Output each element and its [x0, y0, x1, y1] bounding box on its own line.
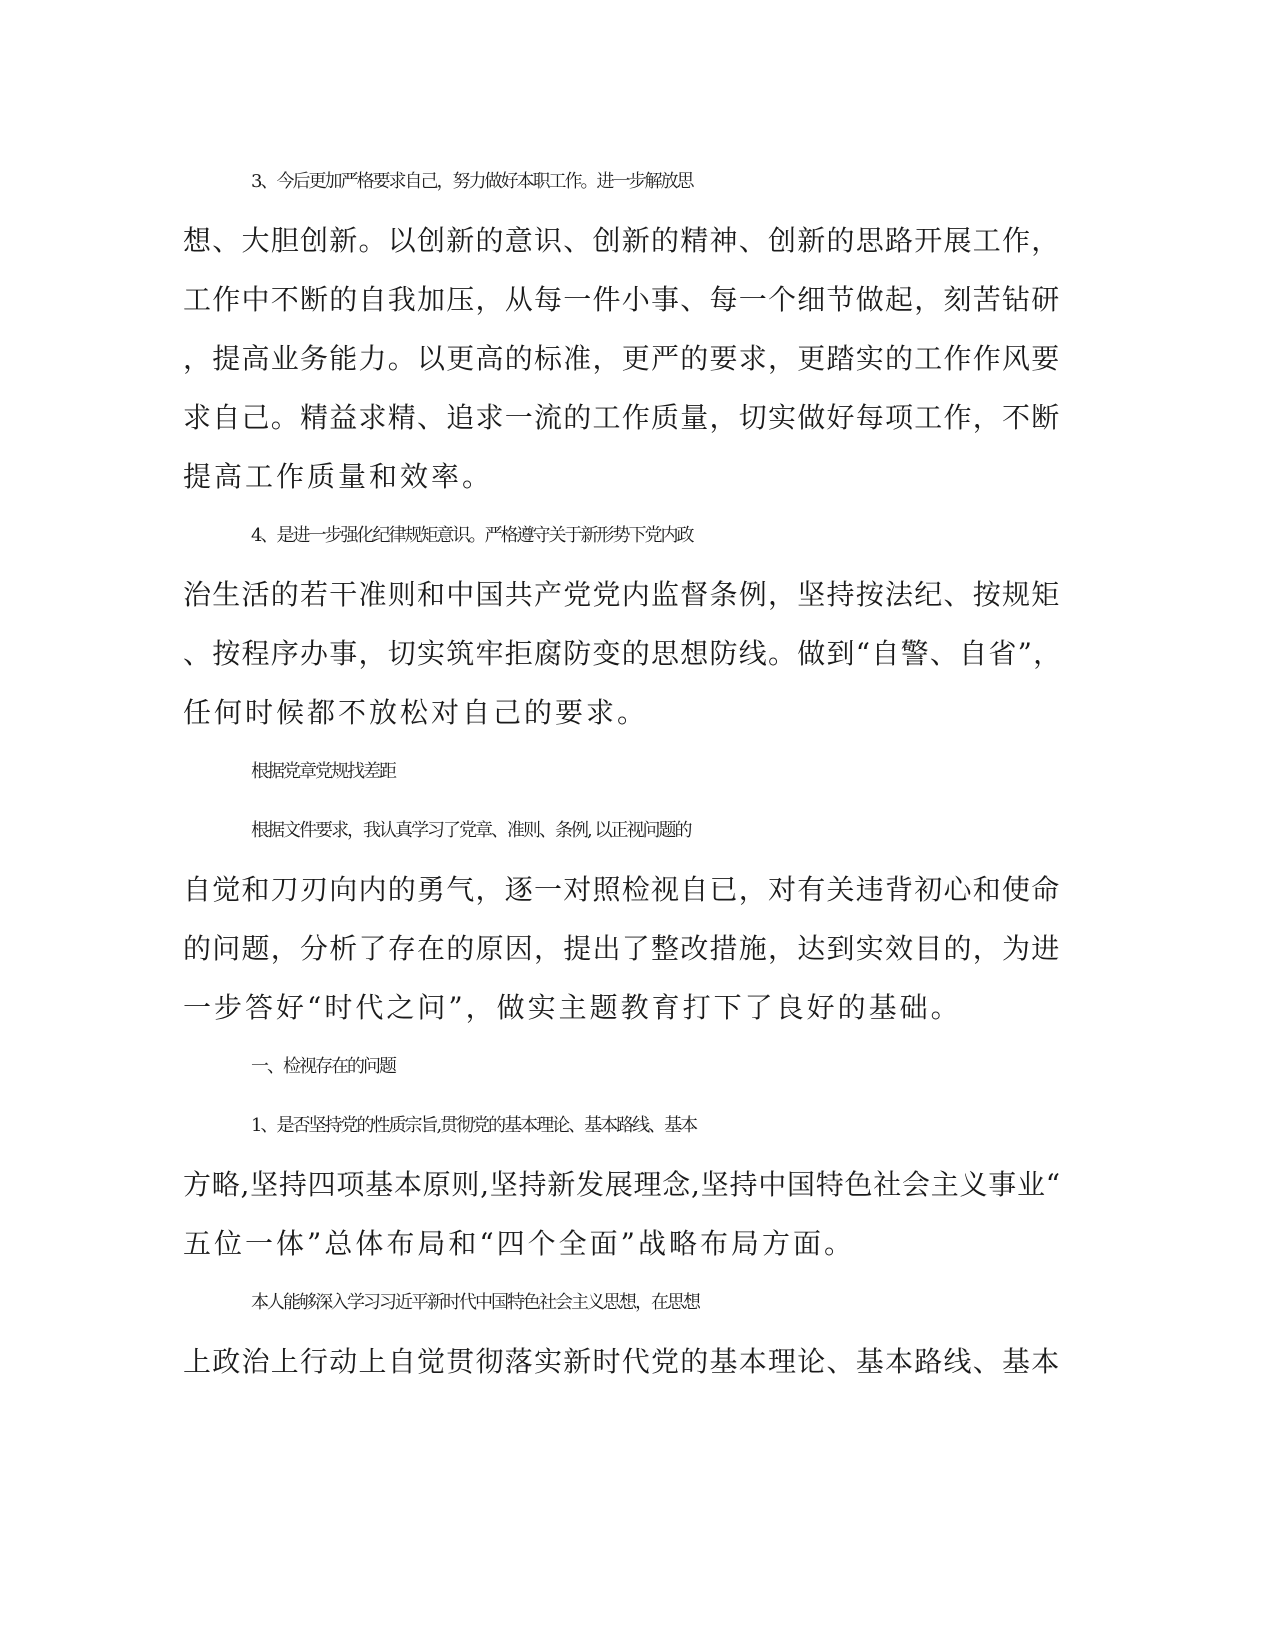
paragraph-4-line-2: 治生活的若干准则和中国共产党党内监督条例，坚持按法纪、按规矩 — [183, 578, 1061, 611]
intro-paragraph-line-4: 一步答好“时代之问”，做实主题教育打下了良好的基础。 — [183, 991, 962, 1024]
paragraph-3-line-2: 想、大胆创新。以创新的意识、创新的精神、创新的思路开展工作， — [183, 224, 1061, 257]
intro-paragraph-line-1: 根据文件要求，我认真学习了党章、准则、条例, 以正视问题的 — [251, 820, 691, 841]
paragraph-3-line-1: 3、今后更加严格要求自己，努力做好本职工作。进一步解放思 — [251, 171, 693, 192]
paragraph-3-line-5: 求自己。精益求精、追求一流的工作质量，切实做好每项工作，不断 — [183, 401, 1061, 434]
body-paragraph-line-2: 上政治上行动上自觉贯彻落实新时代党的基本理论、基本路线、基本 — [183, 1345, 1061, 1378]
paragraph-4-line-3: 、按程序办事，切实筑牢拒腐防变的思想防线。做到“自警、自省”， — [183, 637, 1063, 670]
item-1-line-1: 1、是否坚持党的性质宗旨,贯彻党的基本理论、基本路线、基本 — [251, 1115, 697, 1136]
intro-paragraph-line-2: 自觉和刀刃向内的勇气，逐一对照检视自已，对有关违背初心和使命 — [183, 873, 1061, 906]
paragraph-3-line-6: 提高工作质量和效率。 — [183, 460, 494, 493]
body-paragraph-line-1: 本人能够深入学习习近平新时代中国特色社会主义思想，在思想 — [251, 1292, 699, 1313]
intro-paragraph-line-3: 的问题，分析了存在的原因，提出了整改措施，达到实效目的，为进 — [183, 932, 1061, 965]
item-1-line-2: 方略,坚持四项基本原则,坚持新发展理念,坚持中国特色社会主义事业“ — [183, 1168, 1061, 1201]
paragraph-4-line-1: 4、是进一步强化纪律规矩意识。严格遵守关于新形势下党内政 — [251, 525, 693, 546]
paragraph-4-line-4: 任何时候都不放松对自己的要求。 — [183, 696, 649, 729]
subsection-heading: 一、检视存在的问题 — [251, 1056, 395, 1077]
section-heading: 根据党章党规找差距 — [251, 761, 395, 782]
paragraph-3-line-4: ，提高业务能力。以更高的标准，更严的要求，更踏实的工作作风要 — [183, 342, 1061, 375]
paragraph-3-line-3: 工作中不断的自我加压，从每一件小事、每一个细节做起，刻苦钻研 — [183, 283, 1061, 316]
item-1-line-3: 五位一体”总体布局和“四个全面”战略布局方面。 — [183, 1227, 855, 1260]
